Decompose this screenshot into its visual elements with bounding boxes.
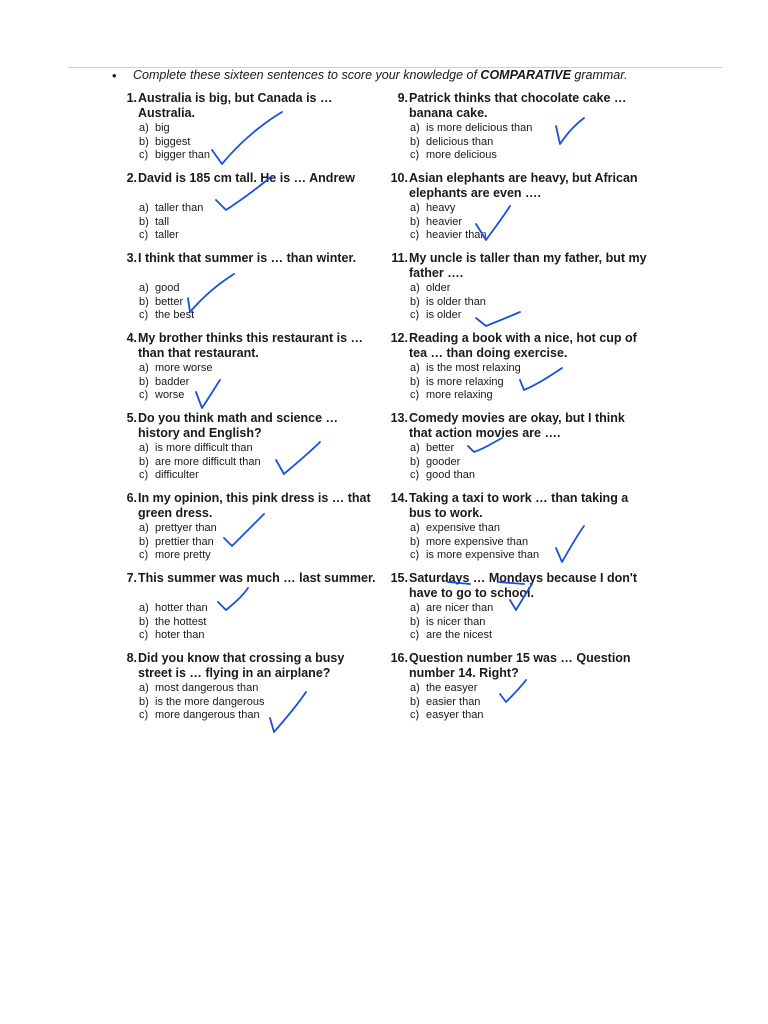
option-letter: a) [139, 202, 149, 214]
option-letter: b) [139, 295, 149, 308]
option-text: big [155, 122, 170, 134]
answer-option [139, 376, 212, 390]
answer-option [139, 362, 212, 376]
answer-option [410, 362, 521, 376]
answer-option [139, 442, 261, 456]
answer-option [139, 709, 264, 723]
option-letter: c) [410, 389, 420, 401]
option-letter: a) [139, 122, 149, 134]
answer-option [410, 709, 483, 723]
question-number: 16. [390, 651, 408, 665]
answer-options [410, 282, 486, 323]
option-letter: c) [410, 629, 420, 641]
option-text: bigger than [155, 149, 211, 161]
option-text: tall [155, 215, 170, 228]
answer-options [410, 442, 475, 483]
question-item [384, 171, 654, 249]
answer-option [139, 136, 210, 150]
question-number: 9. [397, 91, 408, 105]
answer-option [410, 456, 475, 470]
answer-option [410, 229, 487, 243]
answer-options [410, 122, 532, 163]
option-text: is older [426, 309, 462, 321]
option-text: worse [155, 389, 185, 401]
question-item [113, 651, 383, 729]
option-text: taller than [155, 202, 204, 214]
option-letter: a) [410, 442, 420, 454]
answer-options [139, 682, 264, 723]
question-text: Saturdays … Mondays because I don't have to go to school. [409, 571, 638, 600]
option-letter: b) [410, 455, 420, 468]
option-text: is the more dangerous [155, 695, 265, 708]
question-item [384, 331, 654, 409]
answer-option [139, 696, 264, 710]
option-text: prettyer than [155, 522, 217, 534]
answer-options [139, 522, 217, 563]
question-number: 5. [126, 411, 137, 425]
option-text: delicious than [426, 135, 494, 148]
option-text: is more difficult than [155, 442, 253, 454]
answer-option [139, 616, 208, 630]
option-letter: b) [410, 615, 420, 628]
option-letter: c) [410, 549, 420, 561]
instruction-suffix: grammar. [570, 68, 628, 82]
answer-option [410, 549, 539, 563]
option-text: easier than [426, 695, 481, 708]
question-item [384, 411, 654, 489]
answer-option [410, 442, 475, 456]
option-text: better [155, 295, 184, 308]
option-letter: a) [139, 362, 149, 374]
question-text: I think that summer is … than winter. [138, 251, 357, 265]
option-text: are nicer than [426, 602, 494, 614]
option-letter: c) [410, 229, 420, 241]
option-text: the best [155, 309, 195, 321]
question-item [113, 171, 383, 249]
option-text: more pretty [155, 549, 211, 561]
option-letter: c) [410, 309, 420, 321]
answer-option [139, 309, 194, 323]
question-number: 14. [390, 491, 408, 505]
answer-option [410, 469, 475, 483]
answer-option [139, 602, 208, 616]
question-number: 2. [126, 171, 137, 185]
answer-options [139, 282, 194, 323]
question-item [384, 91, 654, 169]
option-text: are the nicest [426, 629, 493, 641]
answer-option [410, 389, 521, 403]
instruction-text [133, 68, 627, 82]
answer-options [139, 602, 208, 643]
answer-options [410, 682, 483, 723]
option-letter: c) [139, 549, 149, 561]
answer-option [410, 376, 521, 390]
answer-options [410, 202, 487, 243]
question-number: 1. [126, 91, 137, 105]
question-item [384, 571, 654, 649]
question-text: In my opinion, this pink dress is … that green dress. [138, 491, 371, 520]
answer-option [410, 282, 486, 296]
answer-option [139, 202, 203, 216]
option-letter: b) [410, 215, 420, 228]
answer-option [139, 296, 194, 310]
option-text: more delicious [426, 149, 497, 161]
option-letter: c) [139, 389, 149, 401]
question-text: Do you think math and science … history and English? [138, 411, 339, 440]
question-item [113, 571, 383, 649]
option-letter: a) [139, 282, 149, 294]
question-number: 11. [391, 251, 408, 265]
instruction-keyword: COMPARATIVE [480, 68, 571, 82]
option-text: more dangerous than [155, 709, 260, 721]
option-text: older [426, 282, 451, 294]
option-letter: a) [410, 282, 420, 294]
answer-option [410, 629, 493, 643]
option-text: is older than [426, 295, 486, 308]
answer-option [139, 682, 264, 696]
option-letter: a) [139, 442, 149, 454]
option-letter: b) [410, 135, 420, 148]
answer-option [410, 522, 539, 536]
option-text: is nicer than [426, 615, 486, 628]
answer-option [410, 216, 487, 230]
question-number: 13. [390, 411, 408, 425]
option-letter: b) [139, 695, 149, 708]
option-text: prettier than [155, 535, 214, 548]
option-text: heavy [426, 202, 456, 214]
option-text: difficulter [155, 469, 199, 481]
answer-options [410, 602, 493, 643]
answer-option [410, 696, 483, 710]
answer-option [139, 456, 261, 470]
option-text: the hottest [155, 615, 207, 628]
answer-option [410, 202, 487, 216]
answer-option [410, 682, 483, 696]
question-text: My uncle is taller than my father, but my father …. [409, 251, 647, 280]
option-text: biggest [155, 135, 191, 148]
answer-option [410, 296, 486, 310]
answer-option [410, 309, 486, 323]
question-item [113, 491, 383, 569]
option-letter: a) [410, 602, 420, 614]
question-number: 10. [390, 171, 408, 185]
question-number: 3. [126, 251, 137, 265]
question-item [113, 411, 383, 489]
question-text: Taking a taxi to work … than taking a bus to work. [409, 491, 629, 520]
answer-option [410, 149, 532, 163]
option-text: more relaxing [426, 389, 493, 401]
option-letter: a) [410, 362, 420, 374]
option-text: badder [155, 375, 190, 388]
question-text: My brother thinks this restaurant is … than that restaurant. [138, 331, 364, 360]
answer-option [139, 629, 208, 643]
option-text: hotter than [155, 602, 208, 614]
option-letter: c) [139, 629, 149, 641]
answer-options [139, 122, 210, 163]
answer-option [410, 122, 532, 136]
option-text: is more expensive than [426, 549, 540, 561]
option-letter: b) [410, 295, 420, 308]
answer-options [139, 442, 261, 483]
question-number: 7. [126, 571, 137, 585]
answer-option [139, 536, 217, 550]
option-text: gooder [426, 455, 461, 468]
question-item [113, 91, 383, 169]
question-item [384, 491, 654, 569]
option-text: good [155, 282, 180, 294]
answer-options [139, 202, 203, 243]
question-number: 12. [390, 331, 408, 345]
option-letter: c) [139, 469, 149, 481]
option-letter: b) [139, 135, 149, 148]
option-letter: c) [410, 149, 420, 161]
option-letter: a) [139, 602, 149, 614]
option-letter: b) [139, 615, 149, 628]
question-text: Reading a book with a nice, hot cup of tea … than doing exercise. [409, 331, 637, 360]
question-text: Australia is big, but Canada is … Australia. [138, 91, 333, 120]
option-letter: b) [410, 375, 420, 388]
question-item [113, 251, 383, 329]
answer-option [139, 282, 194, 296]
answer-option [139, 522, 217, 536]
answer-option [410, 136, 532, 150]
instruction-prefix: Complete these sixteen sentences to score your knowledge of [133, 68, 481, 82]
answer-option [139, 149, 210, 163]
option-letter: a) [410, 202, 420, 214]
option-letter: b) [139, 535, 149, 548]
question-text: Comedy movies are okay, but I think that action movies are …. [409, 411, 625, 440]
answer-options [410, 362, 521, 403]
option-letter: b) [139, 215, 149, 228]
option-letter: c) [139, 229, 149, 241]
option-letter: c) [139, 149, 149, 161]
option-letter: b) [139, 455, 149, 468]
question-number: 15. [390, 571, 408, 585]
option-text: are more difficult than [155, 455, 261, 468]
option-text: taller [155, 229, 179, 241]
question-text: Asian elephants are heavy, but African elephants are even …. [409, 171, 638, 200]
question-text: David is 185 cm tall. He is … Andrew [138, 171, 355, 185]
option-text: expensive than [426, 522, 500, 534]
answer-option [139, 469, 261, 483]
question-item [113, 331, 383, 409]
option-letter: c) [139, 309, 149, 321]
answer-option [139, 216, 203, 230]
answer-option [139, 389, 212, 403]
answer-option [139, 122, 210, 136]
answer-option [410, 536, 539, 550]
question-text: Did you know that crossing a busy street is … flying in an airplane? [138, 651, 345, 680]
option-letter: a) [410, 682, 420, 694]
option-text: heavier [426, 215, 463, 228]
option-letter: c) [410, 709, 420, 721]
option-letter: a) [139, 682, 149, 694]
option-text: more expensive than [426, 535, 529, 548]
option-letter: a) [410, 522, 420, 534]
answer-options [410, 522, 539, 563]
option-letter: c) [139, 709, 149, 721]
question-text: Question number 15 was … Question number 14. Right? [409, 651, 631, 680]
option-text: is more delicious than [426, 122, 533, 134]
question-text: Patrick thinks that chocolate cake … banana cake. [409, 91, 627, 120]
answer-option [139, 229, 203, 243]
option-text: is the most relaxing [426, 362, 521, 374]
answer-option [139, 549, 217, 563]
answer-option [410, 602, 493, 616]
option-text: easyer than [426, 709, 484, 721]
option-letter: c) [410, 469, 420, 481]
question-number: 6. [126, 491, 137, 505]
answer-options [139, 362, 212, 403]
option-text: hoter than [155, 629, 205, 641]
question-item [384, 251, 654, 329]
question-number: 8. [126, 651, 137, 665]
bullet-icon: • [112, 68, 117, 83]
answer-option [410, 616, 493, 630]
option-text: most dangerous than [155, 682, 259, 694]
option-letter: a) [139, 522, 149, 534]
option-text: heavier than [426, 229, 487, 241]
option-text: good than [426, 469, 475, 481]
option-letter: b) [139, 375, 149, 388]
option-text: the easyer [426, 682, 478, 694]
option-text: better [426, 442, 455, 454]
option-letter: b) [410, 695, 420, 708]
option-letter: a) [410, 122, 420, 134]
option-letter: b) [410, 535, 420, 548]
question-item [384, 651, 654, 729]
question-number: 4. [126, 331, 137, 345]
option-text: more worse [155, 362, 213, 374]
option-text: is more relaxing [426, 375, 504, 388]
question-text: This summer was much … last summer. [138, 571, 376, 585]
